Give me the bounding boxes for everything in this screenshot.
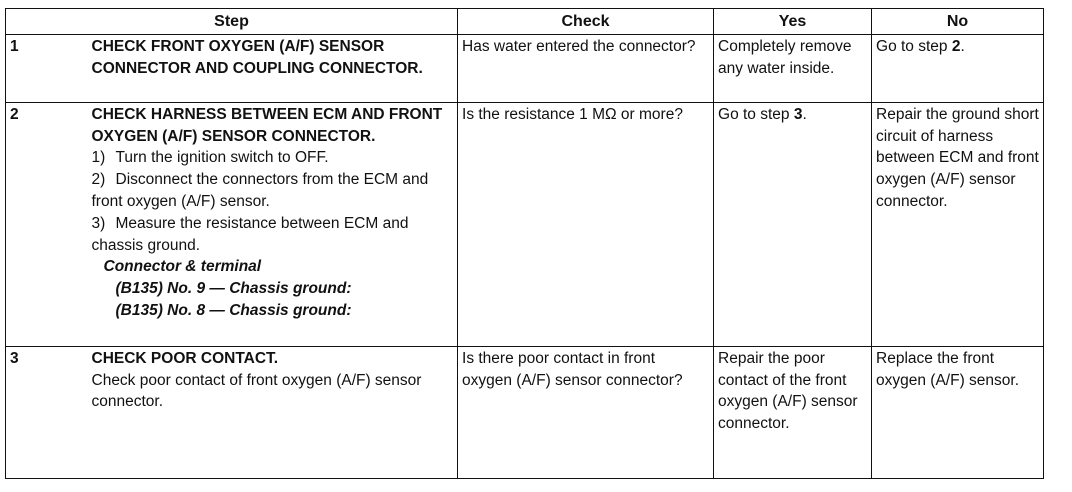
yes-cell: Completely remove any water inside.	[714, 34, 872, 102]
table-row	[6, 346, 1044, 478]
step-cell	[88, 102, 458, 346]
header-no: No	[872, 9, 1044, 35]
step-cell	[88, 346, 458, 478]
header-step: Step	[6, 9, 458, 35]
step-number: 3	[6, 346, 88, 478]
table-row	[6, 34, 1044, 102]
connector-terminal-item: (B135) No. 9 — Chassis ground:	[115, 280, 352, 298]
yes-text-end: .	[802, 105, 807, 123]
check-cell: Is the resistance 1 MΩ or more?	[458, 102, 714, 346]
table-header-row	[6, 9, 1044, 35]
no-cell: Repair the ground short circuit of harness between ECM and front oxygen (A/F) sensor connector.	[872, 102, 1044, 346]
no-text: Go to step	[876, 37, 952, 55]
procedure-step-number: 1)	[91, 149, 106, 167]
connector-terminal-item: (B135) No. 8 — Chassis ground:	[115, 301, 352, 319]
step-reference: 2	[951, 37, 961, 55]
procedure-step	[92, 147, 454, 169]
procedure-step-text: Turn the ignition switch to OFF.	[115, 149, 329, 167]
step-title: CHECK POOR CONTACT.	[91, 349, 279, 367]
step-title: CHECK FRONT OXYGEN (A/F) SENSOR CONNECTOR AND COUPLING CONNECTOR.	[91, 37, 423, 77]
yes-cell	[714, 102, 872, 346]
no-cell: Replace the front oxygen (A/F) sensor.	[872, 346, 1044, 478]
step-cell	[88, 34, 458, 102]
header-check: Check	[458, 9, 714, 35]
diagnostic-procedure-sheet	[5, 8, 1043, 479]
procedure-step-text: Measure the resistance between ECM and chassis ground.	[91, 214, 409, 254]
step-title: CHECK HARNESS BETWEEN ECM AND FRONT OXYGEN (A/F) SENSOR CONNECTOR.	[91, 105, 443, 145]
no-cell	[872, 34, 1044, 102]
yes-text: Go to step	[718, 105, 794, 123]
check-cell: Is there poor contact in front oxygen (A/F) sensor connector?	[458, 346, 714, 478]
step-description: Check poor contact of front oxygen (A/F) sensor connector.	[91, 371, 422, 411]
check-cell: Has water entered the connector?	[458, 34, 714, 102]
header-yes: Yes	[714, 9, 872, 35]
procedure-step-number: 3)	[91, 214, 106, 232]
table-row	[6, 102, 1044, 346]
procedure-step	[92, 213, 454, 257]
step-reference: 3	[793, 105, 803, 123]
step-number: 1	[6, 34, 88, 102]
procedure-step-text: Disconnect the connectors from the ECM and front oxygen (A/F) sensor.	[91, 171, 429, 210]
connector-terminal-heading: Connector & terminal	[103, 258, 262, 276]
step-number: 2	[6, 102, 88, 346]
no-text-end: .	[960, 37, 965, 55]
diagnostic-table	[5, 8, 1044, 479]
procedure-step	[92, 169, 454, 213]
yes-cell: Repair the poor contact of the front oxygen (A/F) sensor connector.	[714, 346, 872, 478]
procedure-step-number: 2)	[91, 171, 106, 189]
